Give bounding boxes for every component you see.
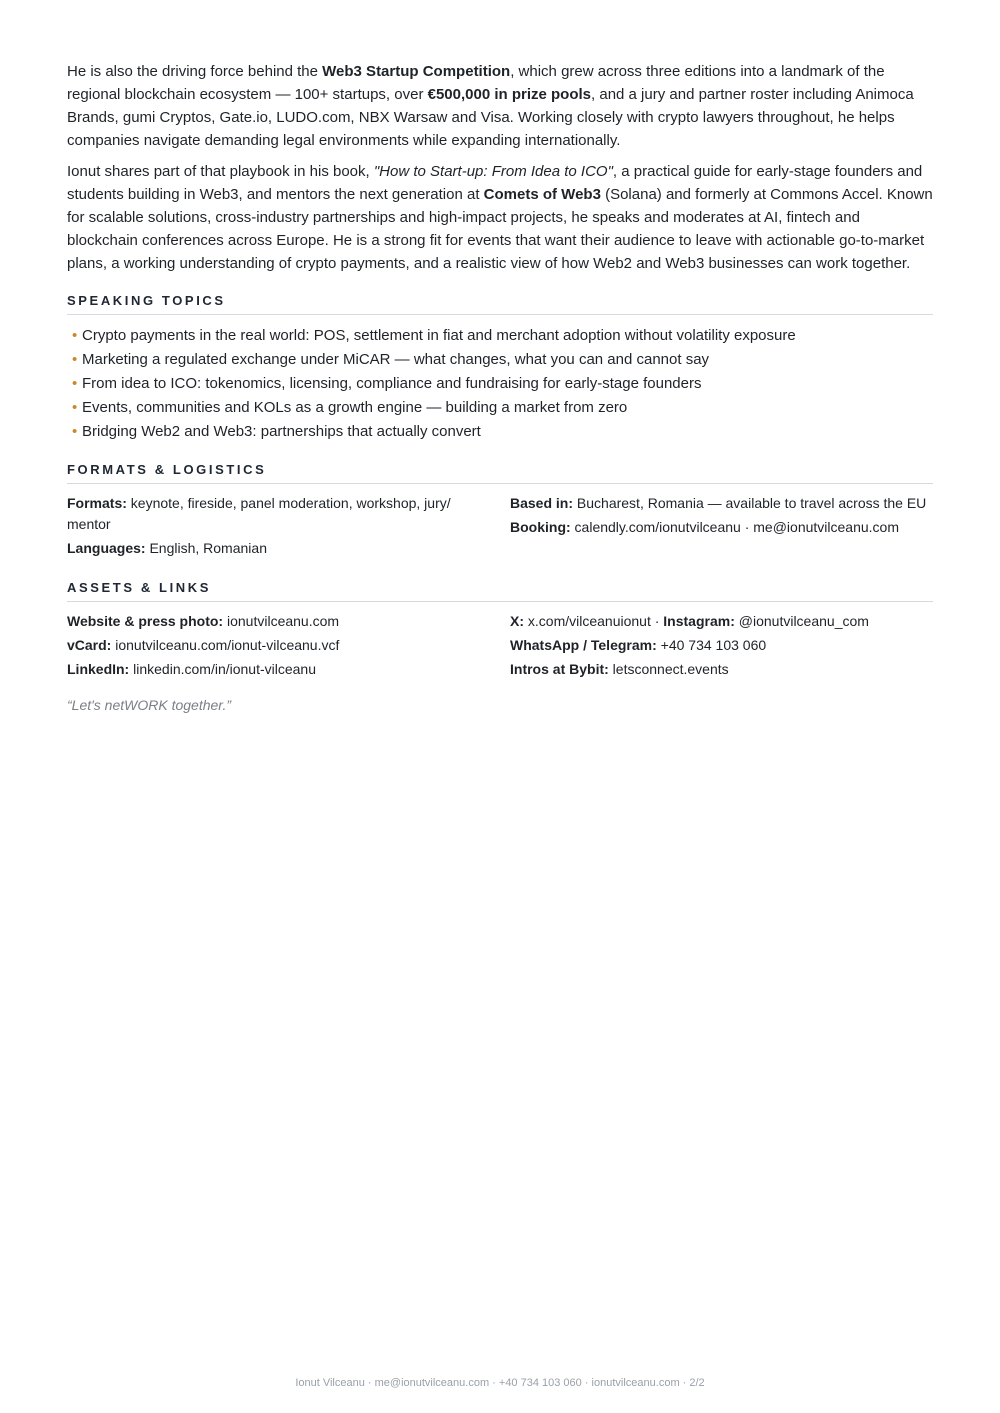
bullet-icon: • — [72, 351, 78, 368]
topic-text: Bridging Web2 and Web3: partnerships that actually convert — [82, 423, 481, 440]
website-label: Website & press photo: — [67, 613, 224, 629]
bullet-icon: • — [72, 327, 78, 344]
vcard-label: vCard: — [67, 637, 112, 653]
bullet-icon: • — [72, 423, 78, 440]
whatsapp-label: WhatsApp / Telegram: — [510, 637, 657, 653]
vcard-row — [67, 635, 472, 656]
topic-text: Marketing a regulated exchange under MiCAR — what changes, what you can and cannot say — [82, 351, 710, 368]
assets-right-column — [510, 611, 933, 683]
website-row — [67, 611, 472, 632]
based-row — [510, 493, 933, 514]
bullet-icon: • — [72, 375, 78, 392]
competition-name: Web3 Startup Competition — [322, 63, 511, 80]
speaking-topics-heading: SPEAKING TOPICS — [67, 293, 933, 315]
instagram-link[interactable]: @ionutvilceanu_com — [734, 613, 869, 629]
whatsapp-row — [510, 635, 933, 656]
languages-value: English, Romanian — [145, 540, 267, 556]
formats-logistics-heading: FORMATS & LOGISTICS — [67, 462, 933, 484]
closing-quote: “Let's netWORK together.” — [67, 697, 231, 713]
page-footer: Ionut Vilceanu · me@ionutvilceanu.com · +40 734 103 060 · ionutvilceanu.com · 2/2 — [295, 1377, 705, 1389]
book-title: "How to Start-up: From Idea to ICO" — [373, 163, 613, 180]
text-span: , and a jury and partner roster including Animoca Brands, gumi Cryptos, Gate.io, LUDO.com, NBX Warsaw and Visa. Working closely with crypto lawyers throughout, he helps companies navigate demanding legal environments while expanding internationally. — [67, 86, 914, 149]
topic-text: Crypto payments in the real world: POS, settlement in fiat and merchant adoption without volatility exposure — [82, 327, 796, 344]
formats-grid — [67, 493, 933, 562]
prize-pool: €500,000 in prize pools — [427, 86, 592, 103]
booking-label: Booking: — [510, 519, 571, 535]
formats-left-column — [67, 493, 472, 562]
website-link[interactable]: ionutvilceanu.com — [223, 613, 340, 629]
topic-text: From idea to ICO: tokenomics, licensing, compliance and fundraising for early-stage founders — [82, 375, 702, 392]
intro-paragraph-2 — [67, 160, 933, 275]
topic-text: Events, communities and KOLs as a growth engine — building a market from zero — [82, 399, 628, 416]
text-span: , a practical guide for early-stage founders and students building in Web3, and mentors the next generation at — [67, 163, 923, 203]
intros-row — [510, 659, 933, 680]
linkedin-link[interactable]: linkedin.com/in/ionut-vilceanu — [129, 661, 316, 677]
list-item — [67, 420, 933, 444]
intros-label: Intros at Bybit: — [510, 661, 609, 677]
x-link[interactable]: x.com/vilceanuionut · — [524, 613, 664, 629]
text-span: (Solana) and formerly at Commons Accel. Known for scalable solutions, cross-industry partnerships and high-impact projects, he speaks and moderates at AI, fintech and blockchain conferences across Europe. He is a strong fit for events that want their audience to leave with actionable go-to-market plans, a working understanding of crypto payments, and a realistic view of how Web2 and Web3 businesses can work together. — [67, 186, 933, 272]
social-row — [510, 611, 933, 632]
languages-label: Languages: — [67, 540, 146, 556]
formats-value: keynote, fireside, panel moderation, workshop, jury/ mentor — [67, 495, 451, 532]
instagram-label: Instagram: — [663, 613, 735, 629]
text-span: He is also the driving force behind the — [67, 63, 323, 80]
formats-row — [67, 493, 472, 535]
text-span: Ionut shares part of that playbook in his book, — [67, 163, 374, 180]
whatsapp-value[interactable]: +40 734 103 060 — [656, 637, 767, 653]
intro-paragraph-1 — [67, 60, 933, 152]
list-item — [67, 372, 933, 396]
page-content — [67, 60, 933, 713]
list-item — [67, 348, 933, 372]
bullet-icon: • — [72, 399, 78, 416]
assets-grid — [67, 611, 933, 683]
booking-row — [510, 517, 933, 538]
x-label: X: — [510, 613, 524, 629]
intros-link[interactable]: letsconnect.events — [608, 661, 729, 677]
formats-right-column — [510, 493, 933, 562]
list-item — [67, 396, 933, 420]
based-label: Based in: — [510, 495, 574, 511]
speaking-topics-list — [67, 324, 933, 444]
based-value: Bucharest, Romania — available to travel across the EU — [573, 495, 927, 511]
formats-label: Formats: — [67, 495, 127, 511]
linkedin-row — [67, 659, 472, 680]
list-item — [67, 324, 933, 348]
vcard-link[interactable]: ionutvilceanu.com/ionut-vilceanu.vcf — [111, 637, 340, 653]
linkedin-label: LinkedIn: — [67, 661, 130, 677]
text-span: , which grew across three editions into a landmark of the regional blockchain ecosystem — 100+ startups, over — [67, 63, 885, 103]
assets-links-heading: ASSETS & LINKS — [67, 580, 933, 602]
booking-value[interactable]: calendly.com/ionutvilceanu · me@ionutvilceanu.com — [570, 519, 899, 535]
languages-row — [67, 538, 472, 559]
comets-name: Comets of Web3 — [483, 186, 601, 203]
assets-left-column — [67, 611, 472, 683]
